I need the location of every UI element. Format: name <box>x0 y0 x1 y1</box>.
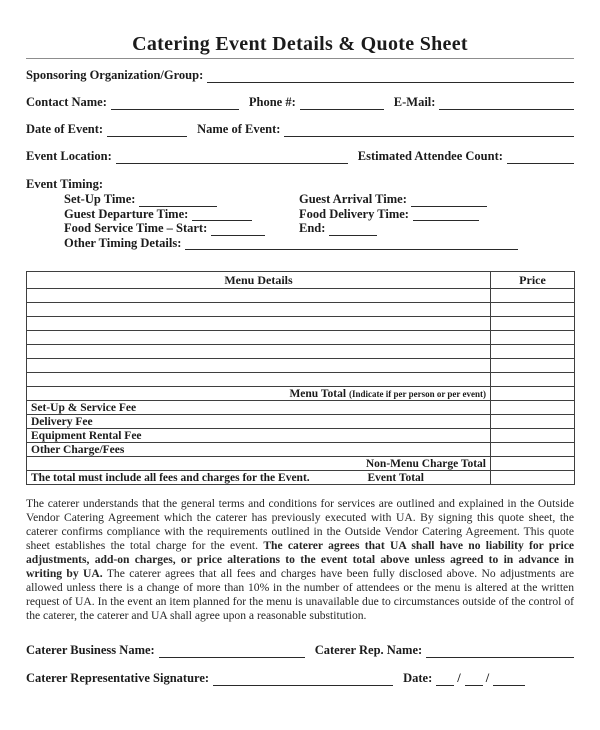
menu-total-cell <box>27 387 491 401</box>
menu-table-header-row <box>27 272 575 289</box>
guest-arrival-line <box>411 195 487 207</box>
date-day-line <box>465 673 483 686</box>
menu-details-header: Menu Details <box>27 272 491 289</box>
menu-quote-table <box>26 271 575 485</box>
event-total-label: Event Total <box>367 471 424 484</box>
fee-label-other: Other Charge/Fees <box>27 443 491 457</box>
fee-price-other <box>491 443 575 457</box>
date-year-line <box>493 673 525 686</box>
non-menu-total-row <box>27 457 575 471</box>
event-date-label: Date of Event: <box>26 122 104 136</box>
attendee-count-label: Estimated Attendee Count: <box>357 149 503 163</box>
fee-price-delivery <box>491 415 575 429</box>
price-empty-cell <box>491 359 575 373</box>
sponsoring-org-line <box>207 70 574 83</box>
menu-empty-cell <box>27 289 491 303</box>
event-date-row <box>26 122 574 137</box>
food-service-start-line <box>211 224 265 236</box>
fee-price-equipment <box>491 429 575 443</box>
menu-empty-cell <box>27 317 491 331</box>
menu-empty-row <box>27 345 575 359</box>
guest-departure-line <box>192 209 252 221</box>
caterer-name-row <box>26 643 574 658</box>
page-title: Catering Event Details & Quote Sheet <box>132 33 468 55</box>
fee-label-setup: Set-Up & Service Fee <box>27 401 491 415</box>
signature-date-row <box>26 671 574 686</box>
price-empty-cell <box>491 317 575 331</box>
price-empty-cell <box>491 345 575 359</box>
menu-total-row <box>27 387 575 401</box>
caterer-signature-line <box>213 673 393 686</box>
non-menu-total-label: Non-Menu Charge Total <box>27 457 491 471</box>
food-service-end-line <box>329 224 377 236</box>
event-timing-heading: Event Timing: <box>26 177 103 191</box>
menu-empty-row <box>27 289 575 303</box>
price-empty-cell <box>491 331 575 345</box>
email-label: E-Mail: <box>393 95 436 109</box>
event-total-note: The total must include all fees and charges for the Event. <box>31 471 310 484</box>
fee-row-other <box>27 443 575 457</box>
contact-name-line <box>111 97 239 110</box>
menu-empty-row <box>27 331 575 345</box>
menu-total-note: (Indicate if per person or per event) <box>349 388 486 399</box>
non-menu-total-price-cell <box>491 457 575 471</box>
caterer-rep-label: Caterer Rep. Name: <box>314 643 423 657</box>
guest-departure-label: Guest Departure Time: <box>64 206 189 221</box>
contact-row <box>26 95 574 110</box>
event-location-label: Event Location: <box>26 149 112 163</box>
fee-row-setup <box>27 401 575 415</box>
menu-total-price-cell <box>491 387 575 401</box>
timing-row-2 <box>26 207 574 222</box>
price-header: Price <box>491 272 575 289</box>
fee-row-equipment <box>27 429 575 443</box>
timing-row-1 <box>26 192 574 207</box>
sponsoring-org-row <box>26 68 574 83</box>
event-location-row <box>26 149 574 164</box>
attendee-count-line <box>507 151 574 164</box>
other-timing-label: Other Timing Details: <box>64 235 182 250</box>
terms-part1: The caterer understands that the general terms and conditions for services are outlined and explained in the Outside Vendor Catering Agreement which the caterer has previously executed with UA. By signing this quote sheet, the caterer confirms compliance with the requirements outlined in the Outside Vendor Catering Agreement. This quote sheet establishes the total charge for the event. <box>26 497 574 552</box>
event-name-line <box>284 124 574 137</box>
menu-empty-row <box>27 373 575 387</box>
terms-paragraph <box>26 497 574 623</box>
menu-empty-row <box>27 317 575 331</box>
event-total-price-cell <box>491 471 575 485</box>
food-service-start-label: Food Service Time – Start: <box>64 221 208 235</box>
email-line <box>439 97 574 110</box>
event-date-line <box>107 124 187 137</box>
fee-price-setup <box>491 401 575 415</box>
phone-line <box>300 97 384 110</box>
caterer-rep-line <box>426 645 574 658</box>
fee-label-delivery: Delivery Fee <box>27 415 491 429</box>
terms-part3: The caterer agrees that all fees and charges have been fully disclosed above. No adjustments are allowed unless there is a change of more than 10% in the number of attendees or the menu is altered at the written request of UA. In the event an item planned for the menu is unavailable due to circumstances outside of the control of the caterer, the caterer and UA shall agree upon a reasonable substitution. <box>26 567 574 622</box>
setup-time-line <box>139 195 217 207</box>
timing-row-4 <box>26 236 574 251</box>
sponsoring-org-label: Sponsoring Organization/Group: <box>26 68 204 82</box>
food-delivery-label: Food Delivery Time: <box>299 206 409 221</box>
event-name-label: Name of Event: <box>197 122 281 136</box>
food-service-end-label: End: <box>299 221 326 235</box>
event-total-cell <box>27 471 491 485</box>
caterer-business-line <box>159 645 305 658</box>
menu-empty-cell <box>27 373 491 387</box>
food-delivery-line <box>413 209 479 221</box>
caterer-business-label: Caterer Business Name: <box>26 643 155 657</box>
menu-empty-cell <box>27 345 491 359</box>
date-slash-1: / <box>457 671 461 685</box>
contact-name-label: Contact Name: <box>26 95 107 109</box>
phone-label: Phone #: <box>248 95 296 109</box>
event-location-line <box>116 151 348 164</box>
other-timing-line <box>185 238 518 250</box>
menu-total-label: Menu Total <box>289 387 347 400</box>
fee-row-delivery <box>27 415 575 429</box>
price-empty-cell <box>491 303 575 317</box>
menu-empty-cell <box>27 331 491 345</box>
date-label: Date: <box>403 671 433 685</box>
date-month-line <box>436 673 454 686</box>
event-total-row <box>27 471 575 485</box>
menu-empty-cell <box>27 359 491 373</box>
title-divider <box>26 58 574 59</box>
menu-empty-cell <box>27 303 491 317</box>
fee-label-equipment: Equipment Rental Fee <box>27 429 491 443</box>
menu-empty-row <box>27 359 575 373</box>
timing-row-3 <box>26 221 574 236</box>
price-empty-cell <box>491 289 575 303</box>
price-empty-cell <box>491 373 575 387</box>
caterer-signature-label: Caterer Representative Signature: <box>26 671 210 685</box>
setup-time-label: Set-Up Time: <box>64 192 136 206</box>
menu-empty-rows <box>27 289 575 387</box>
guest-arrival-label: Guest Arrival Time: <box>299 192 407 206</box>
menu-empty-row <box>27 303 575 317</box>
terms-bold-clause: The caterer agrees that UA shall have no liability for price adjustments, add-on charges, or price alterations to the event total above unless agreed to in advance in writing by UA. <box>26 539 574 580</box>
date-slash-2: / <box>485 671 490 685</box>
